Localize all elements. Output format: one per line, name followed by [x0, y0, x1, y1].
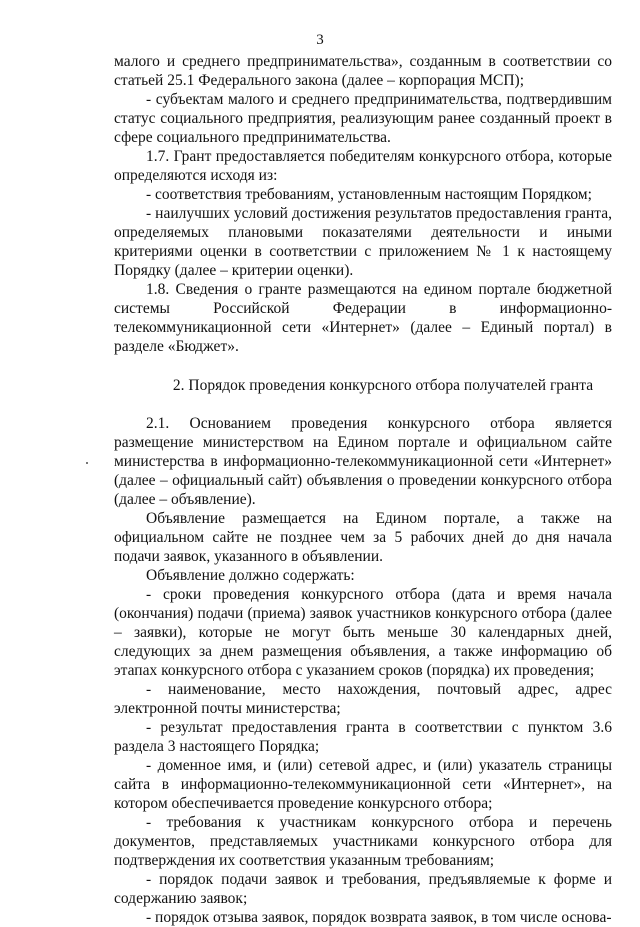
paragraph-social-enterprise: - субъектам малого и среднего предпринимательства, подтвердившим статус социального предприятия, реализующим ранее созданный проект в сфере социального предпринимательства.	[114, 91, 612, 146]
scan-mark	[86, 462, 88, 464]
list-item-withdrawal-procedure: - порядок отзыва заявок, порядок возврата заявок, в том числе основа-	[146, 909, 612, 926]
paragraph-1-7: 1.7. Грант предоставляется победителям конкурсного отбора, которые определяются исходя из:	[114, 148, 612, 184]
paragraph-announcement-placement: Объявление размещается на Едином портале, а также на официальном сайте не позднее чем за 5 рабочих дней до дня начала подачи заявок, указанного в объявлении.	[114, 510, 612, 565]
list-item-grant-result: - результат предоставления гранта в соответствии с пунктом 3.6 раздела 3 настоящего Порядка;	[114, 719, 612, 755]
list-item-deadlines: - сроки проведения конкурсного отбора (дата и время начала (окончания) подачи (приема) заявок участников конкурсного отбора (далее – заявки), которые не могут быть меньше 30 календарных дней, следующих за днем размещения объявления, а также информацию об этапах конкурсного отбора с указанием сроков (порядка) их проведения;	[114, 586, 612, 679]
section-heading: 2. Порядок проведения конкурсного отбора получателей гранта	[172, 377, 594, 394]
list-item-participant-requirements: - требования к участникам конкурсного отбора и перечень документов, представляемых участниками конкурсного отбора для подтверждения их соответствия указанным требованиям;	[114, 814, 612, 869]
paragraph-2-1: 2.1. Основанием проведения конкурсного отбора является размещение министерством на Едином портале и официальном сайте министерства в информационно-телекоммуникационной сети «Интернет» (далее – официальный сайт) объявления о проведении конкурсного отбора (далее – объявление).	[114, 415, 612, 508]
paragraph-requirements-compliance: - соответствия требованиям, установленным настоящим Порядком;	[146, 186, 592, 203]
paragraph-1-8: 1.8. Сведения о гранте размещаются на едином портале бюджетной системы Российской Федерации в информационно-телекоммуникационной сети «Интернет» (далее – Единый портал) в разделе «Бюджет».	[114, 281, 612, 355]
list-item-application-procedure: - порядок подачи заявок и требования, предъявляемые к форме и содержанию заявок;	[114, 871, 612, 907]
page-number: 3	[316, 32, 324, 48]
paragraph-msp-corporation: малого и среднего предпринимательства», созданным в соответствии со статьей 25.1 Федерального закона (далее – корпорация МСП);	[114, 53, 612, 89]
document-body	[114, 52, 612, 927]
list-item-ministry-address: - наименование, место нахождения, почтовый адрес, адрес электронной почты министерства;	[114, 681, 612, 717]
paragraph-announcement-contents: Объявление должно содержать:	[146, 567, 355, 584]
list-item-domain-name: - доменное имя, и (или) сетевой адрес, и (или) указатель страницы сайта в информационно-телекоммуникационной сети «Интернет», на котором обеспечивается проведение конкурсного отбора;	[114, 757, 612, 812]
paragraph-best-conditions: - наилучших условий достижения результатов предоставления гранта, определяемых плановыми показателями деятельности и иными критериями оценки в соответствии с приложением № 1 к настоящему Порядку (далее – критерии оценки).	[114, 205, 612, 279]
